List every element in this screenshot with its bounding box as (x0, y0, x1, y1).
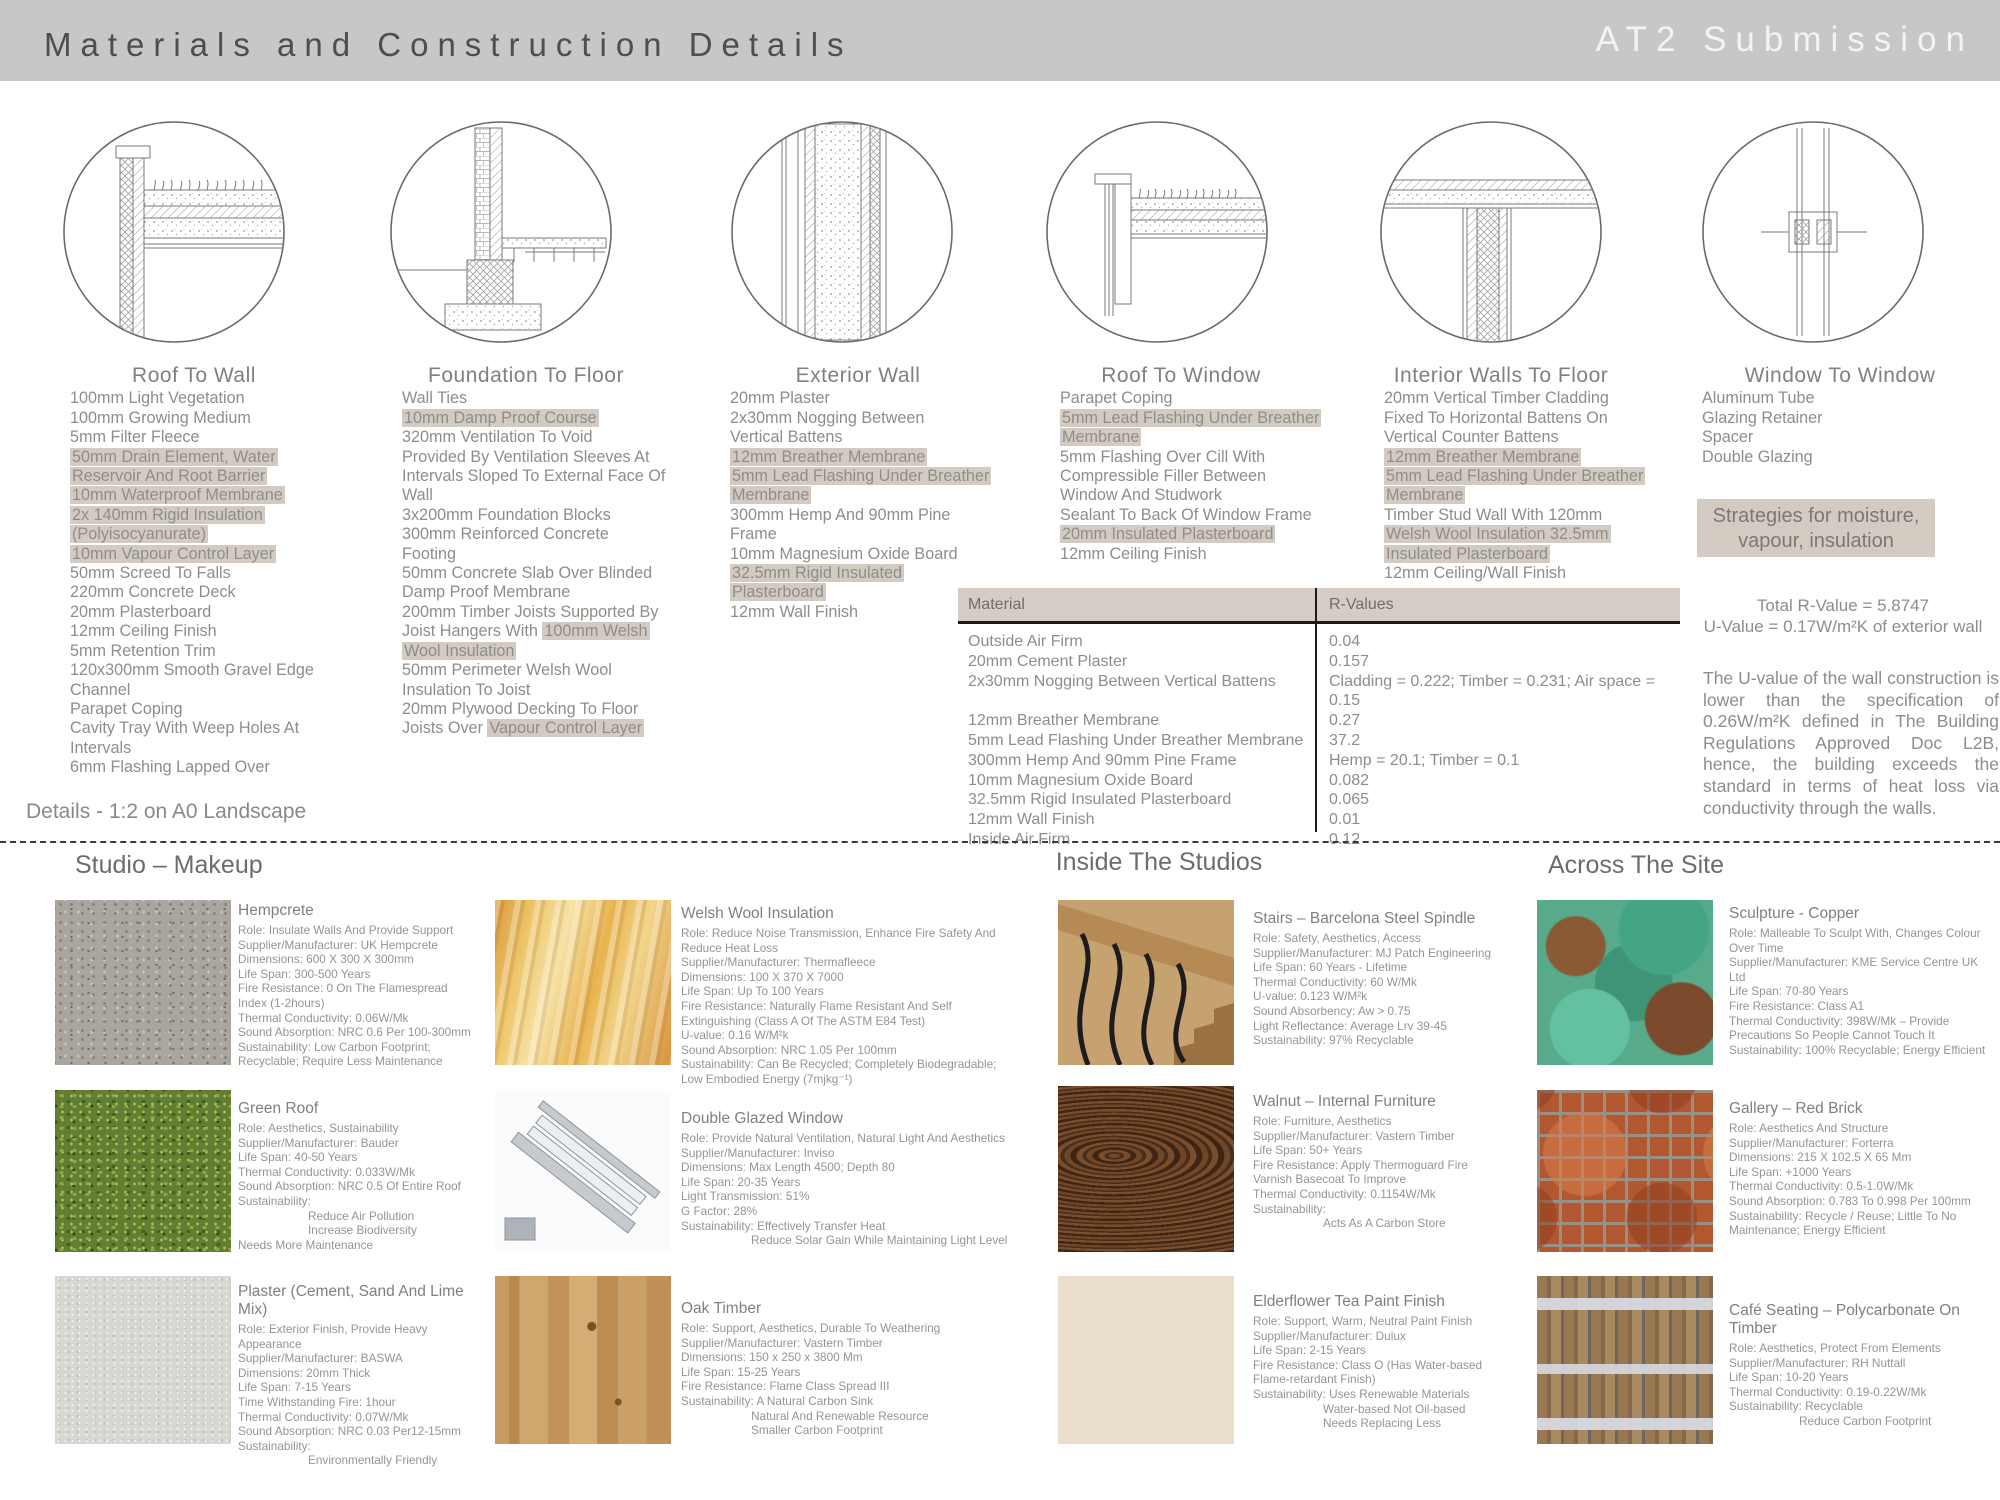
material-card-cafe-polycarbonate (1729, 1302, 1991, 1429)
material-line: Sustainability: Effectively Transfer Heat (681, 1218, 886, 1233)
material-line: Dimensions: 20mm Thick (238, 1365, 371, 1380)
rvalue-summary (1690, 595, 1996, 637)
material-line: Reduce Carbon Footprint (1799, 1413, 1932, 1428)
material-line: Supplier/Manufacturer: Forterra (1729, 1135, 1894, 1150)
detail-line: 32.5mm Rigid Insulated (732, 564, 903, 583)
material-line: G Factor: 28% (681, 1203, 758, 1218)
material-line: Light Reflectance: Average Lrv 39-45 (1253, 1018, 1447, 1033)
material-line: Life Span: 40-50 Years (238, 1150, 358, 1165)
material-name: Elderflower Tea Paint Finish (1253, 1293, 1445, 1310)
material-line: U-value: 0.123 W/M²k (1253, 989, 1368, 1004)
material-line: Light Transmission: 51% (681, 1189, 810, 1204)
material-name: Welsh Wool Insulation (681, 905, 834, 922)
table-row (958, 771, 1680, 791)
material-cell: 300mm Hemp And 90mm Pine Frame (968, 751, 1237, 769)
detail-drawing-window-to-window-icon (1701, 120, 1925, 344)
total-r-value: Total R-Value = 5.8747 (1756, 596, 1930, 615)
detail-line: Damp Proof Membrane (402, 583, 571, 602)
material-line: Role: Malleable To Sculpt With, Changes Colour Over Time (1729, 926, 1981, 955)
detail-line: 3x200mm Foundation Blocks (402, 505, 611, 524)
detail-line: 320mm Ventilation To Void (402, 428, 593, 447)
submission-label: AT2 Submission (1595, 20, 1974, 59)
detail-column-roof-to-wall (58, 366, 330, 778)
material-line: Role: Aesthetics And Structure (1729, 1121, 1889, 1135)
detail-lines (718, 389, 998, 622)
swatch-paint-swatch (1058, 1276, 1234, 1444)
material-line: Thermal Conductivity: 0.19-0.22W/Mk (1729, 1384, 1927, 1399)
material-line: Supplier/Manufacturer: MJ Patch Engineering (1253, 945, 1492, 960)
material-name: Plaster (Cement, Sand And Lime Mix) (238, 1283, 464, 1318)
material-line: Increase Biodiversity (308, 1223, 417, 1238)
strategies-box: Strategies for moisture, vapour, insulation (1697, 499, 1935, 557)
rvalue-cell: 0.065 (1329, 791, 1370, 809)
material-card-double-glazed-window (681, 1110, 1016, 1248)
detail-line: 10mm Damp Proof Course (404, 408, 597, 427)
detail-line: 5mm Lead Flashing Under Breather (1062, 408, 1320, 427)
detail-line: 20mm Vertical Timber Cladding (1384, 389, 1609, 408)
double-glazing-diagram-illustration (495, 1090, 671, 1252)
u-value-paragraph: The U-value of the wall construction is lower than the specification of 0.26W/m²K defined in The Building Regulations Approved Doc L2B, hence, the building exceeds the standard in terms of heat loss via conductivity through the walls. (1703, 668, 1999, 818)
material-line: Fire Resistance: Naturally Flame Resistant And Self Extinguishing (Class A Of The ASTM E84 Test) (681, 998, 952, 1028)
material-line: Dimensions: Max Length 4500; Depth 80 (681, 1160, 895, 1175)
u-value: U-Value = 0.17W/m²K of exterior wall (1703, 617, 1983, 636)
swatch-polycarbonate-photo (1537, 1276, 1713, 1444)
rvalue-table-body (958, 632, 1680, 850)
material-line: Thermal Conductivity: 0.1154W/Mk (1253, 1186, 1436, 1201)
rvalue-cell: 37.2 (1329, 731, 1361, 749)
material-lines (681, 926, 1016, 1087)
detail-column-roof-to-window (1048, 364, 1320, 564)
material-line: Sound Absorption: NRC 1.05 Per 100mm (681, 1042, 897, 1057)
table-row (958, 652, 1680, 672)
detail-line: 50mm Drain Element, Water (72, 447, 276, 466)
material-line: Life Span: 20-35 Years (681, 1174, 801, 1189)
material-lines (1253, 1314, 1508, 1431)
material-line: Thermal Conductivity: 0.07W/Mk (238, 1409, 409, 1424)
detail-line: 100mm Light Vegetation (70, 389, 245, 408)
material-card-elderflower-paint (1253, 1293, 1508, 1431)
detail-line: 12mm Ceiling Finish (70, 622, 217, 641)
detail-line: 12mm Ceiling Finish (1060, 544, 1207, 563)
material-lines (1729, 1121, 1991, 1238)
table-row (958, 711, 1680, 731)
material-line: Life Span: 10-20 Years (1729, 1370, 1849, 1385)
material-line: Fire Resistance: Flame Class Spread III (681, 1379, 890, 1394)
material-card-sculpture-copper (1729, 905, 1991, 1057)
material-line: Thermal Conductivity: 398W/Mk – Provide Precautions So People Cannot Touch It (1729, 1013, 1950, 1043)
detail-column-interior-walls-to-floor (1372, 364, 1644, 583)
table-header-material: Material (958, 588, 1315, 621)
detail-line: 300mm Reinforced Concrete (402, 525, 609, 544)
material-lines (1253, 1114, 1508, 1231)
material-line: Thermal Conductivity: 60 W/Mk (1253, 974, 1417, 989)
detail-line: 6mm Flashing Lapped Over (70, 758, 270, 777)
table-row (958, 830, 1680, 850)
table-row (958, 810, 1680, 830)
detail-line: 5mm Filter Fleece (70, 428, 200, 447)
detail-line: Intervals Sloped To External Face Of (402, 467, 666, 486)
rvalue-cell: 0.01 (1329, 811, 1361, 829)
material-name: Hempcrete (238, 902, 314, 919)
material-line: Fire Resistance: Apply Thermoguard Fire Varnish Basecoat To Improve (1253, 1157, 1468, 1187)
material-line: Supplier/Manufacturer: Dulux (1253, 1328, 1406, 1343)
material-line: Life Span: 50+ Years (1253, 1143, 1363, 1158)
material-card-stairs-steel-spindle (1253, 910, 1508, 1048)
material-line: Supplier/Manufacturer: UK Hempcrete (238, 937, 438, 952)
material-line: Life Span: +1000 Years (1729, 1164, 1852, 1179)
detail-line: Wall Ties (402, 389, 468, 408)
material-line: Sound Absorbency: Aw > 0.75 (1253, 1003, 1411, 1018)
material-line: Life Span: 60 Years - Lifetime (1253, 960, 1408, 975)
swatch-hempcrete-texture (55, 900, 231, 1065)
dashed-divider (0, 841, 2000, 843)
material-line: Sustainability: Recyclable (1729, 1399, 1863, 1414)
material-lines (1729, 926, 1991, 1057)
material-line: Life Span: 300-500 Years (238, 966, 371, 981)
table-row (958, 672, 1680, 712)
detail-line: Timber Stud Wall With 120mm (1384, 505, 1603, 524)
detail-line: (Polyisocyanurate) (72, 525, 207, 544)
material-line: Supplier/Manufacturer: Bauder (238, 1135, 399, 1150)
material-lines (681, 1321, 1016, 1438)
detail-line: 12mm Breather Membrane (1386, 447, 1580, 466)
material-cell: 20mm Cement Plaster (968, 652, 1128, 670)
material-line: Role: Insulate Walls And Provide Support (238, 923, 454, 937)
material-line: Sustainability: 100% Recyclable; Energy Efficient (1729, 1042, 1986, 1057)
material-line: Sustainability: Recycle / Reuse; Little To No Maintenance; Energy Efficient (1729, 1208, 1957, 1238)
swatch-oak-texture (495, 1276, 671, 1444)
material-line: Sound Absorption: 0.783 To 0.998 Per 100mm (1729, 1193, 1971, 1208)
detail-line: Double Glazing (1702, 447, 1813, 466)
detail-line: 12mm Breather Membrane (732, 447, 926, 466)
detail-line: Wool Insulation (404, 641, 515, 660)
table-row (958, 632, 1680, 652)
material-line: Dimensions: 100 X 370 X 7000 (681, 969, 844, 984)
detail-line: Glazing Retainer (1702, 408, 1823, 427)
material-line: Smaller Carbon Footprint (751, 1423, 883, 1438)
material-cell: 12mm Wall Finish (968, 811, 1095, 829)
material-line: Role: Support, Aesthetics, Durable To Weathering (681, 1321, 941, 1335)
material-name: Oak Timber (681, 1300, 762, 1317)
detail-line: Footing (402, 544, 456, 563)
material-lines (1729, 1341, 1991, 1429)
detail-drawing-roof-to-wall-icon (62, 120, 286, 344)
material-line: Role: Provide Natural Ventilation, Natural Light And Aesthetics (681, 1131, 1005, 1145)
material-line: Life Span: 70-80 Years (1729, 984, 1849, 999)
detail-line: 12mm Wall Finish (730, 602, 859, 621)
material-lines (681, 1131, 1016, 1248)
material-lines (238, 923, 478, 1069)
detail-line: 20mm Plywood Decking To Floor (402, 699, 639, 718)
material-cell: 2x30mm Nogging Between Vertical Battens (968, 672, 1276, 690)
material-line: Needs More Maintenance (238, 1237, 374, 1252)
detail-title: Roof To Window (1101, 364, 1261, 387)
detail-line: Window And Studwork (1060, 486, 1222, 505)
material-card-plaster (238, 1283, 478, 1468)
detail-title: Interior Walls To Floor (1393, 364, 1609, 387)
material-line: Supplier/Manufacturer: Inviso (681, 1145, 835, 1160)
detail-line: Plasterboard (732, 583, 824, 602)
table-header-row (958, 588, 1680, 624)
detail-drawing-roof-to-window-icon (1045, 120, 1269, 344)
material-line: Needs Replacing Less (1323, 1416, 1442, 1431)
material-line: Supplier/Manufacturer: BASWA (238, 1351, 403, 1366)
material-line: Sustainability: (238, 1193, 311, 1208)
material-line: Dimensions: 215 X 102.5 X 65 Mm (1729, 1150, 1912, 1165)
material-line: Sustainability: A Natural Carbon Sink (681, 1393, 874, 1408)
detail-line: 120x300mm Smooth Gravel Edge (70, 661, 314, 680)
detail-line: Joist Hangers With 100mm Welsh (402, 622, 648, 641)
material-cell: Inside Air Firm (968, 830, 1071, 848)
detail-line: 10mm Vapour Control Layer (72, 544, 275, 563)
detail-line: Cavity Tray With Weep Holes At (70, 719, 300, 738)
section-title-inside-the-studios: Inside The Studios (1055, 848, 1263, 876)
material-line: Life Span: 15-25 Years (681, 1364, 801, 1379)
material-cell: 5mm Lead Flashing Under Breather Membrane (968, 731, 1304, 749)
detail-title: Window To Window (1744, 364, 1936, 387)
detail-lines (1690, 389, 1990, 467)
detail-drawing-foundation-to-floor-icon (389, 120, 613, 344)
material-line: Role: Support, Warm, Neutral Paint Finish (1253, 1314, 1473, 1328)
detail-line: Vertical Counter Battens (1384, 428, 1559, 447)
rvalue-cell: Cladding = 0.222; Timber = 0.231; Air space = 0.15 (1329, 672, 1655, 710)
material-line: Dimensions: 150 x 250 x 3800 Mm (681, 1350, 863, 1365)
rvalue-cell: 0.157 (1329, 652, 1370, 670)
material-line: Role: Aesthetics, Sustainability (238, 1121, 399, 1135)
material-line: Sustainability: Can Be Recycled; Completely Biodegradable; Low Embodied Energy (7mjkg⁻¹) (681, 1057, 997, 1086)
page-title: Materials and Construction Details (44, 26, 853, 63)
material-cell: 10mm Magnesium Oxide Board (968, 771, 1193, 789)
material-card-oak-timber (681, 1300, 1016, 1438)
table-row (958, 790, 1680, 810)
material-lines (238, 1322, 478, 1468)
swatch-window-diagram (495, 1090, 671, 1252)
detail-title: Foundation To Floor (428, 364, 624, 387)
detail-column-exterior-wall (718, 366, 998, 622)
material-line: Sound Absorption: NRC 0.03 Per12-15mm (238, 1424, 461, 1439)
detail-line: Parapet Coping (1060, 389, 1173, 408)
material-line: Life Span: 7-15 Years (238, 1380, 351, 1395)
material-line: Environmentally Friendly (308, 1453, 438, 1468)
material-line: Reduce Solar Gain While Maintaining Light Level (751, 1233, 1008, 1248)
material-line: Sustainability: Low Carbon Footprint; Recyclable; Require Less Maintenance (238, 1039, 443, 1069)
table-header-rvalues: R-Values (1315, 588, 1680, 621)
material-line: Life Span: 2-15 Years (1253, 1343, 1366, 1358)
material-cell: Outside Air Firm (968, 633, 1083, 650)
material-line: Role: Furniture, Aesthetics (1253, 1114, 1392, 1128)
swatch-red-brick-texture (1537, 1090, 1713, 1252)
material-line: Fire Resistance: 0 On The Flamespread Index (1-2hours) (238, 981, 448, 1010)
material-lines (238, 1121, 478, 1252)
material-name: Sculpture - Copper (1729, 905, 1860, 922)
material-card-walnut (1253, 1093, 1508, 1231)
header-bar (0, 0, 2000, 81)
material-card-gallery-red-brick (1729, 1100, 1991, 1238)
material-line: Fire Resistance: Class O (Has Water-based Flame-retardant Finish) (1253, 1357, 1483, 1387)
detail-lines (1372, 389, 1644, 583)
detail-line: 20mm Plasterboard (70, 602, 212, 621)
material-line: Dimensions: 600 X 300 X 300mm (238, 952, 414, 967)
material-card-green-roof (238, 1100, 478, 1252)
detail-title: Roof To Wall (132, 364, 256, 387)
rvalue-table (958, 588, 1680, 850)
material-line: Thermal Conductivity: 0.06W/Mk (238, 1010, 409, 1025)
detail-line: 50mm Perimeter Welsh Wool (402, 661, 612, 680)
detail-line: 12mm Ceiling/Wall Finish (1384, 564, 1567, 583)
swatch-walnut-texture (1058, 1086, 1234, 1252)
detail-line: 20mm Insulated Plasterboard (1062, 525, 1274, 544)
material-name: Green Roof (238, 1100, 319, 1117)
material-line: Sound Absorption: NRC 0.5 Of Entire Roof (238, 1179, 461, 1194)
material-line: Fire Resistance: Class A1 (1729, 998, 1865, 1013)
detail-lines (1048, 389, 1320, 564)
rvalue-cell: 0.12 (1329, 830, 1361, 848)
detail-line: Insulated Plasterboard (1386, 544, 1548, 563)
table-column-divider (1315, 588, 1317, 832)
detail-line: Aluminum Tube (1702, 389, 1815, 408)
detail-title: Exterior Wall (795, 364, 921, 387)
material-line: Supplier/Manufacturer: Vastern Timber (681, 1335, 883, 1350)
detail-line: 10mm Magnesium Oxide Board (730, 544, 958, 563)
swatch-copper-patina-texture (1537, 900, 1713, 1065)
detail-line: Membrane (1386, 486, 1464, 505)
detail-line: 5mm Retention Trim (70, 641, 216, 660)
detail-line: Compressible Filler Between (1060, 467, 1267, 486)
detail-line: 200mm Timber Joists Supported By (402, 602, 659, 621)
detail-drawing-interior-walls-to-floor-icon (1379, 120, 1603, 344)
detail-line: 100mm Growing Medium (70, 408, 251, 427)
detail-line: 5mm Lead Flashing Under Breather (732, 467, 990, 486)
swatch-green-roof-texture (55, 1090, 231, 1252)
swatch-wool-texture (495, 900, 671, 1065)
detail-line: Insulation To Joist (402, 680, 531, 699)
section-title-studio-makeup: Studio – Makeup (75, 851, 263, 879)
detail-line: 2x 140mm Rigid Insulation (72, 505, 263, 524)
material-name: Double Glazed Window (681, 1110, 843, 1127)
material-line: Sound Absorption: NRC 0.6 Per 100-300mm (238, 1025, 471, 1040)
detail-line: Wall (402, 486, 433, 505)
material-name: Café Seating – Polycarbonate On Timber (1729, 1302, 1960, 1337)
material-line: Supplier/Manufacturer: Thermafleece (681, 955, 876, 970)
detail-lines (390, 389, 666, 738)
rvalue-cell: Hemp = 20.1; Timber = 0.1 (1329, 751, 1520, 769)
rvalue-cell: 0.04 (1329, 633, 1361, 650)
material-line: Time Withstanding Fire: 1hour (238, 1394, 396, 1409)
material-cell: 12mm Breather Membrane (968, 712, 1160, 730)
detail-line: Sealant To Back Of Window Frame (1060, 505, 1312, 524)
detail-line: Provided By Ventilation Sleeves At (402, 447, 650, 466)
detail-line: Parapet Coping (70, 699, 183, 718)
detail-line: Frame (730, 525, 777, 544)
material-line: Water-based Not Oil-based (1323, 1401, 1466, 1416)
material-line: Supplier/Manufacturer: Vastern Timber (1253, 1128, 1455, 1143)
swatch-stairs-photo (1058, 900, 1234, 1065)
material-line: Thermal Conductivity: 0.5-1.0W/Mk (1729, 1179, 1914, 1194)
material-line: Natural And Renewable Resource (751, 1408, 929, 1423)
material-line: Life Span: Up To 100 Years (681, 984, 824, 999)
material-line: Role: Exterior Finish, Provide Heavy Appearance (238, 1322, 428, 1351)
detail-line: Membrane (732, 486, 810, 505)
detail-line: 10mm Waterproof Membrane (72, 486, 283, 505)
material-line: Role: Reduce Noise Transmission, Enhance Fire Safety And Reduce Heat Loss (681, 926, 996, 955)
material-lines (1253, 931, 1508, 1048)
rvalue-cell: 0.082 (1329, 771, 1370, 789)
detail-drawing-exterior-wall-icon (730, 120, 954, 344)
details-scale-note: Details - 1:2 on A0 Landscape (26, 800, 307, 823)
detail-lines (58, 389, 330, 777)
stairs-photo-illustration (1058, 900, 1234, 1065)
detail-line: Reservoir And Root Barrier (72, 467, 266, 486)
detail-line: 5mm Flashing Over Cill With (1060, 447, 1266, 466)
table-row (958, 731, 1680, 751)
material-name: Stairs – Barcelona Steel Spindle (1253, 910, 1476, 927)
material-line: Role: Aesthetics, Protect From Elements (1729, 1341, 1941, 1355)
swatch-plaster-texture (55, 1276, 231, 1444)
detail-line: Joists Over Vapour Control Layer (402, 719, 643, 738)
detail-line: Intervals (70, 738, 132, 757)
detail-column-foundation-to-floor (390, 364, 666, 739)
material-line: Thermal Conductivity: 0.033W/Mk (238, 1164, 416, 1179)
table-row (958, 751, 1680, 771)
material-card-hempcrete (238, 902, 478, 1069)
detail-line: 220mm Concrete Deck (70, 583, 236, 602)
material-line: Acts As A Carbon Store (1323, 1216, 1446, 1231)
detail-line: 20mm Plaster (730, 389, 830, 408)
material-line: Sustainability: 97% Recyclable (1253, 1033, 1414, 1048)
material-name: Gallery – Red Brick (1729, 1100, 1863, 1117)
material-cell: 32.5mm Rigid Insulated Plasterboard (968, 791, 1232, 809)
material-line: Sustainability: Uses Renewable Materials (1253, 1386, 1470, 1401)
material-name: Walnut – Internal Furniture (1253, 1093, 1436, 1110)
detail-line: 300mm Hemp And 90mm Pine (730, 505, 951, 524)
detail-line: Fixed To Horizontal Battens On (1384, 408, 1608, 427)
material-line: Role: Safety, Aesthetics, Access (1253, 931, 1421, 945)
detail-line: 50mm Screed To Falls (70, 564, 231, 583)
detail-line: 2x30mm Nogging Between (730, 408, 925, 427)
detail-line: 5mm Lead Flashing Under Breather (1386, 467, 1644, 486)
rvalue-cell: 0.27 (1329, 712, 1361, 730)
material-line: U-value: 0.16 W/M²k (681, 1028, 789, 1043)
detail-column-window-to-window (1690, 366, 1990, 467)
material-line: Reduce Air Pollution (308, 1208, 415, 1223)
detail-line: Vertical Battens (730, 428, 843, 447)
material-line: Supplier/Manufacturer: RH Nuttall (1729, 1355, 1906, 1370)
detail-line: Membrane (1062, 428, 1140, 447)
material-line: Sustainability: (238, 1438, 311, 1453)
section-title-across-the-site: Across The Site (1548, 851, 1725, 879)
material-card-welsh-wool-insulation (681, 905, 1016, 1087)
detail-line: Welsh Wool Insulation 32.5mm (1386, 525, 1609, 544)
material-line: Supplier/Manufacturer: KME Service Centre UK Ltd (1729, 955, 1979, 984)
detail-line: Spacer (1702, 428, 1754, 447)
detail-line: Channel (70, 680, 131, 699)
material-line: Sustainability: (1253, 1201, 1326, 1216)
detail-line: 50mm Concrete Slab Over Blinded (402, 564, 653, 583)
